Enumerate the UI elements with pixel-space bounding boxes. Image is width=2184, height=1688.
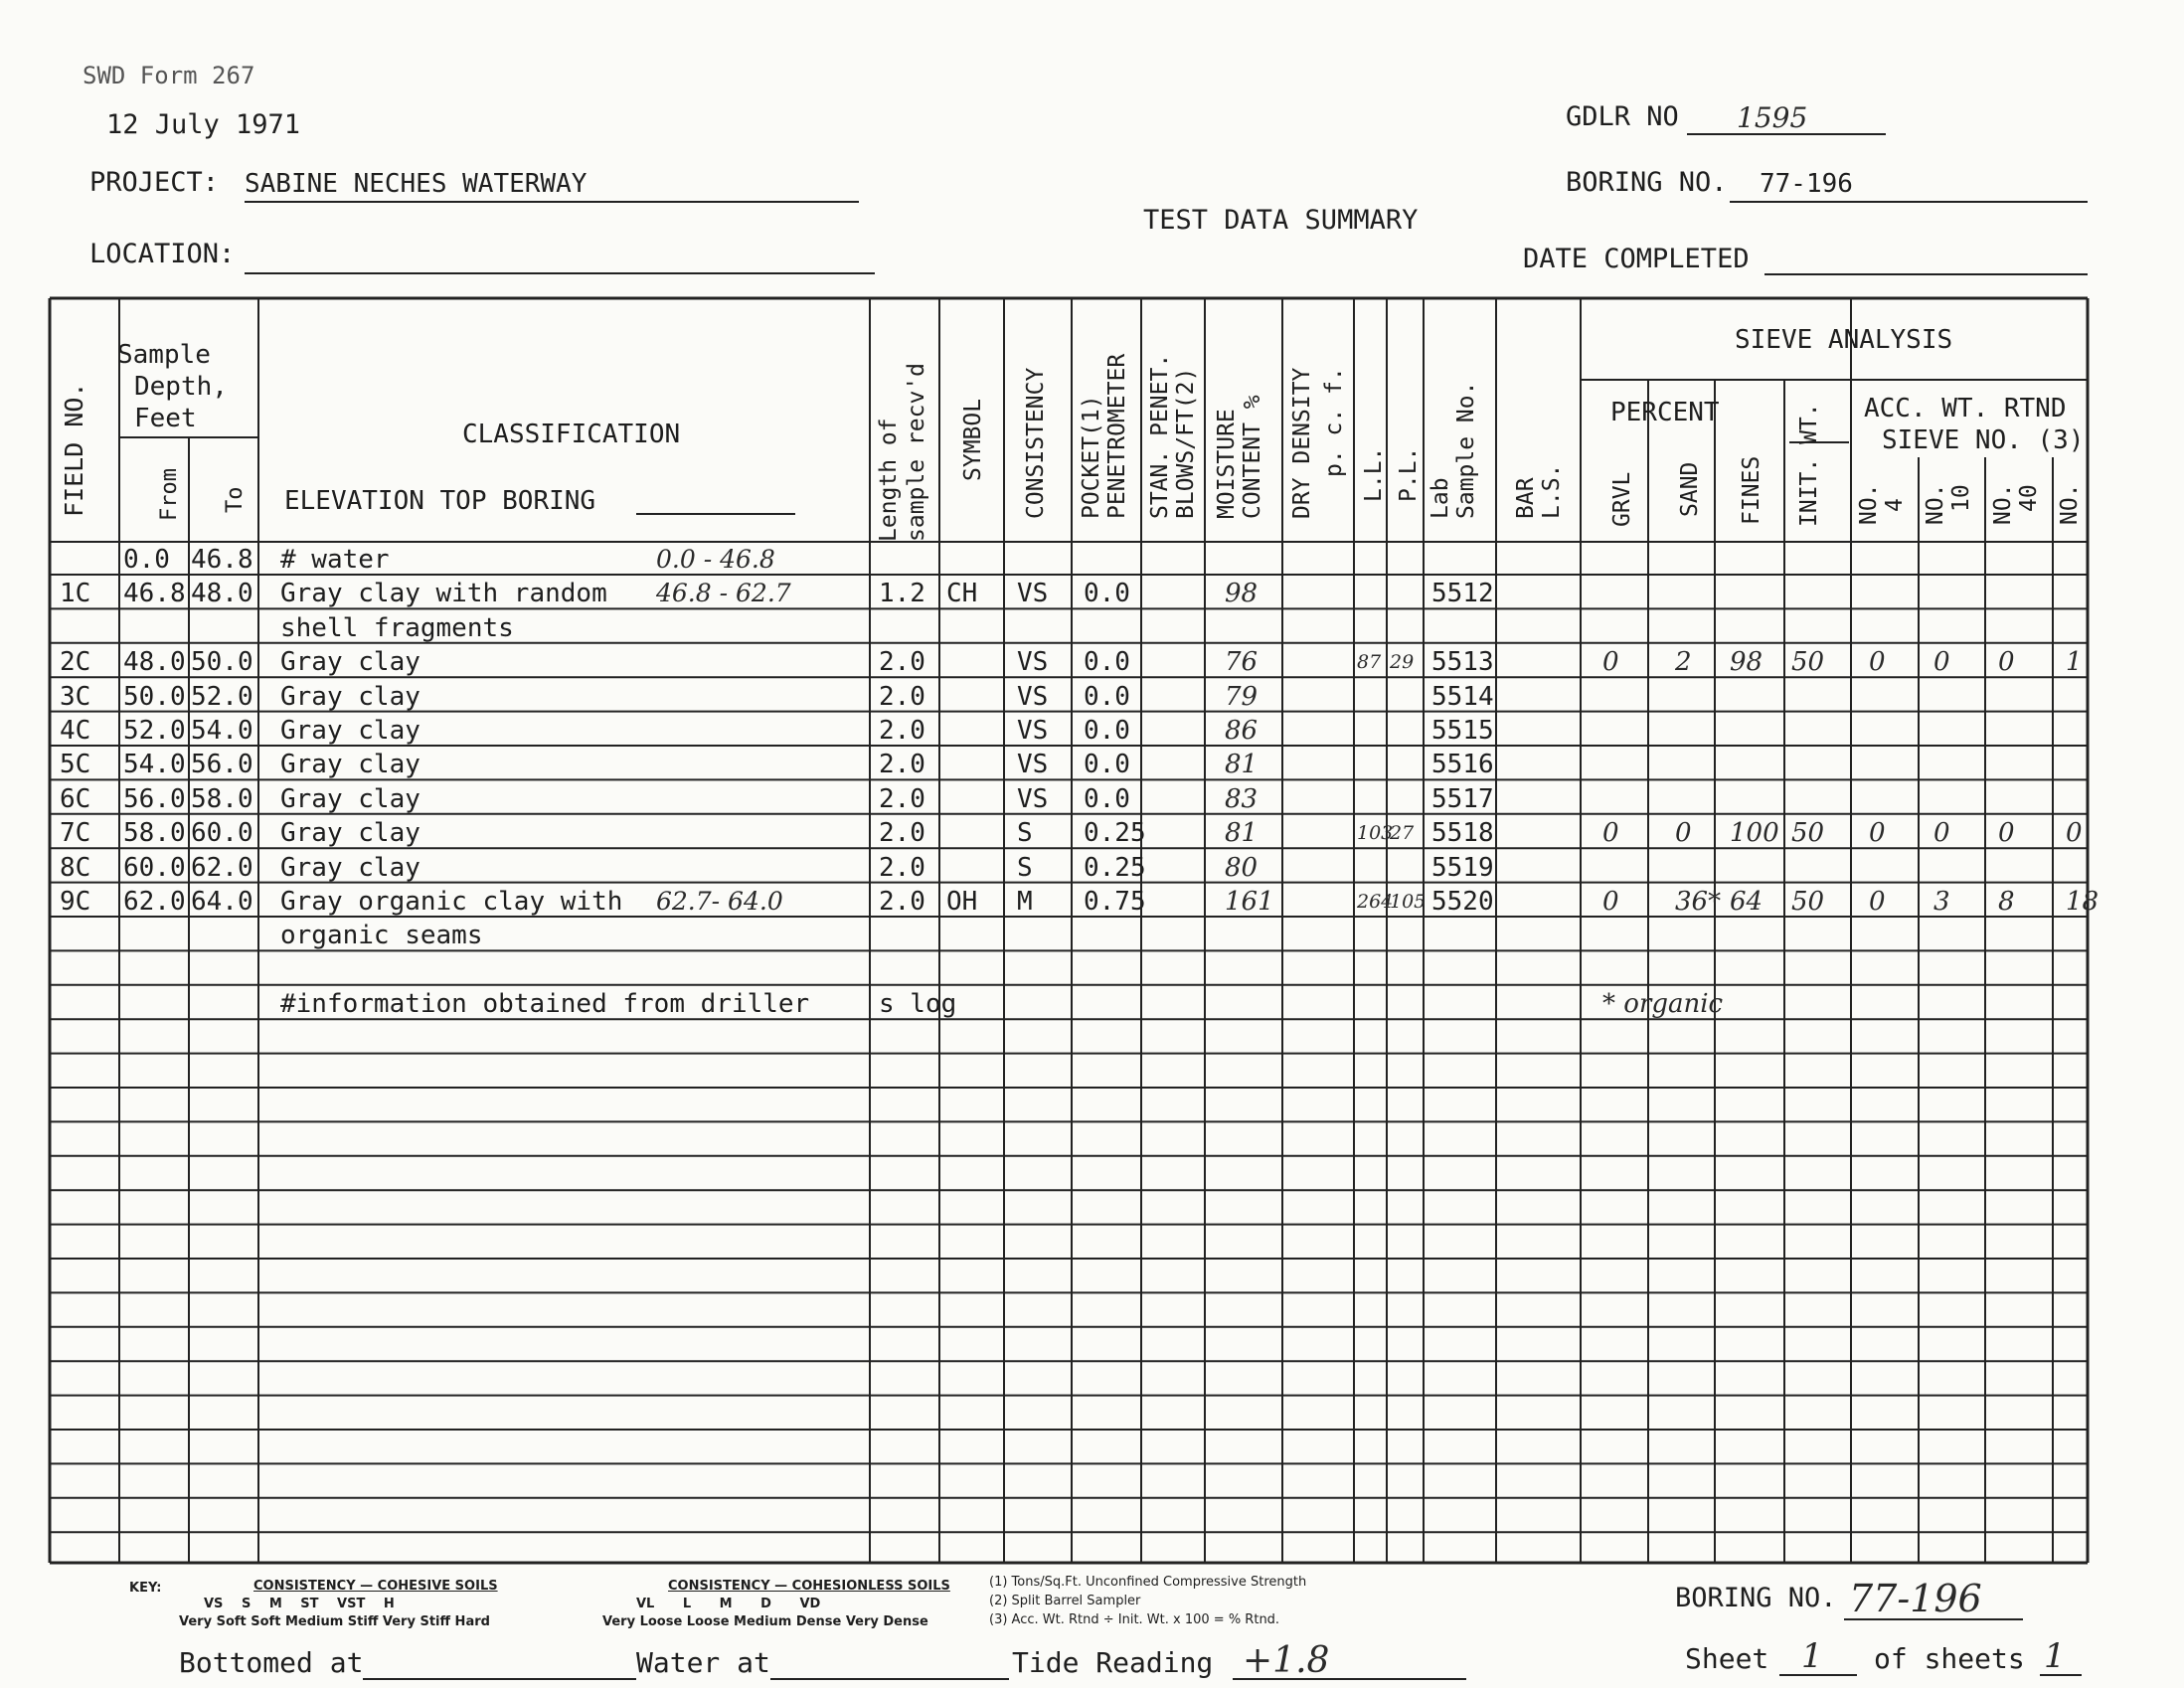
cell-from: 0.0: [123, 545, 170, 575]
cell-no40: 8: [1998, 887, 2015, 917]
footer-boring-label: BORING NO.: [1675, 1583, 1837, 1613]
col-ll: L.L.: [1361, 446, 1387, 502]
sheet-value: 1: [1801, 1636, 1823, 1676]
cell-field: 8C: [60, 852, 91, 883]
col-ls: L.S.: [1539, 463, 1565, 519]
col-no4-2: 4: [1882, 498, 1908, 512]
col-from: From: [157, 468, 182, 521]
cell-len: 2.0: [879, 852, 925, 883]
cell-grvl: 0: [1602, 647, 1619, 678]
cell-cons: M: [1017, 887, 1033, 917]
cell-len: 2.0: [879, 716, 925, 746]
col-fines: FINES: [1739, 455, 1764, 525]
cell-cls: Gray clay: [280, 681, 420, 712]
cell-init: 50: [1791, 818, 1825, 849]
cell-moist: 83: [1225, 783, 1259, 814]
cell-grvl: * organic: [1602, 989, 1724, 1020]
bottomed-field[interactable]: [363, 1646, 636, 1680]
col-length-1: Length of: [876, 418, 902, 542]
cell-pocket: 0.0: [1084, 750, 1130, 780]
sheet-field[interactable]: [1779, 1636, 1857, 1676]
cell-cls: shell fragments: [280, 612, 514, 643]
cell-pocket: 0.75: [1084, 887, 1146, 917]
cell-grvl: 0: [1602, 887, 1619, 917]
cell-cls: Gray clay: [280, 852, 420, 883]
cell-cons: S: [1017, 818, 1033, 849]
cell-lab: 5519: [1431, 852, 1494, 883]
cell-no40: 0: [1998, 818, 2015, 849]
cell-cons: VS: [1017, 681, 1049, 712]
cell-grvl: 0: [1602, 818, 1619, 849]
tide-value: +1.8: [1243, 1640, 1330, 1681]
cell-pocket: 0.25: [1084, 818, 1146, 849]
cell-no4: 0: [1869, 818, 1886, 849]
cell-pl: 105: [1390, 891, 1427, 913]
cell-lab: 5518: [1431, 818, 1494, 849]
col-classification: CLASSIFICATION: [462, 420, 681, 449]
cell-no4: 0: [1869, 647, 1886, 678]
gdlr-label: GDLR NO: [1566, 101, 1679, 132]
col-no10-2: 10: [1948, 484, 1974, 512]
cell-no200: 1: [2066, 647, 2083, 678]
cell-len: 2.0: [879, 818, 925, 849]
cohesive-title: CONSISTENCY — COHESIVE SOILS: [253, 1579, 498, 1594]
cell-sand: 36*: [1675, 887, 1722, 917]
cell-lab: 5517: [1431, 783, 1494, 814]
cell-cons: VS: [1017, 783, 1049, 814]
cell-cls: Gray clay: [280, 818, 420, 849]
col-lab-1: Lab: [1428, 477, 1453, 519]
cell-pl: 29: [1390, 651, 1415, 674]
cell-field: 3C: [60, 681, 91, 712]
cell-len: s log: [879, 989, 957, 1020]
cell-moist: 81: [1225, 818, 1259, 849]
cell-moist: 80: [1225, 852, 1259, 883]
project-value: SABINE NECHES WATERWAY: [245, 169, 588, 199]
cell-no200: 0: [2066, 818, 2083, 849]
col-no200: NO.: [2057, 483, 2083, 525]
form-label: SWD Form 267: [83, 62, 255, 89]
col-sand: SAND: [1677, 461, 1703, 517]
cell-sym: OH: [946, 887, 978, 917]
col-acc-wt: ACC. WT. RTND: [1864, 394, 2067, 423]
boring-value: 77-196: [1760, 169, 1853, 199]
cell-cls: Gray clay: [280, 750, 420, 780]
cell-len: 2.0: [879, 783, 925, 814]
cell-moist: 79: [1225, 681, 1259, 712]
col-consistency: CONSISTENCY: [1023, 367, 1049, 519]
page-title: TEST DATA SUMMARY: [1143, 205, 1419, 236]
cell-to: 62.0: [191, 852, 253, 883]
cell-from: 50.0: [123, 681, 186, 712]
tide-label: Tide Reading: [1012, 1646, 1214, 1679]
cell-no10: 3: [1933, 887, 1950, 917]
footer-boring-field[interactable]: [1844, 1579, 2023, 1620]
cell-no40: 0: [1998, 647, 2015, 678]
elevation-field[interactable]: [636, 487, 795, 515]
cell-lab: 5520: [1431, 887, 1494, 917]
cell-from: 46.8: [123, 579, 186, 609]
cell-ll: 103: [1357, 822, 1394, 845]
col-sieve-no: SIEVE NO. (3): [1882, 425, 2085, 455]
cell-cls: Gray organic clay with: [280, 887, 623, 917]
cell-field: 1C: [60, 579, 91, 609]
of-sheets-field[interactable]: [2040, 1636, 2082, 1676]
col-init-wt: INIT. WT.: [1796, 403, 1822, 527]
cell-to: 64.0: [191, 887, 253, 917]
col-length-2: sample recv'd: [904, 362, 929, 542]
col-sample-depth-3: Feet: [134, 404, 197, 433]
col-no10-1: NO.: [1923, 483, 1948, 525]
cell-len: 2.0: [879, 681, 925, 712]
cell-cls: Gray clay: [280, 716, 420, 746]
cohesive-words: Very Soft Soft Medium Stiff Very Stiff Hard: [179, 1614, 490, 1629]
col-sample-depth-1: Sample: [117, 340, 211, 370]
cell-lab: 5516: [1431, 750, 1494, 780]
col-lab-2: Sample No.: [1453, 381, 1479, 519]
cell-len: 2.0: [879, 647, 925, 678]
col-bar: BAR: [1513, 477, 1539, 519]
cell-field: 9C: [60, 887, 91, 917]
cell-to: 48.0: [191, 579, 253, 609]
col-percent: PERCENT: [1610, 398, 1720, 427]
col-sieve-analysis: SIEVE ANALYSIS: [1735, 325, 1953, 355]
col-dry-density-2: p. c. f.: [1321, 367, 1347, 477]
cohesionless-title: CONSISTENCY — COHESIONLESS SOILS: [668, 1579, 950, 1594]
cell-from: 60.0: [123, 852, 186, 883]
project-label: PROJECT:: [89, 167, 220, 198]
cohesionless-abbr: VL L M D VD: [636, 1597, 821, 1611]
cell-ll: 264: [1357, 891, 1394, 913]
cell-field: 5C: [60, 750, 91, 780]
cell-no10: 0: [1933, 647, 1950, 678]
cell-pocket: 0.0: [1084, 783, 1130, 814]
cell-pocket: 0.25: [1084, 852, 1146, 883]
cell-len: 2.0: [879, 750, 925, 780]
cell-to: 60.0: [191, 818, 253, 849]
cell-lab: 5512: [1431, 579, 1494, 609]
form-date: 12 July 1971: [106, 109, 301, 140]
cell-field: 6C: [60, 783, 91, 814]
col-pocket-2: PENETROMETER: [1104, 353, 1130, 519]
cell-field: 7C: [60, 818, 91, 849]
cell-sand: 0: [1675, 818, 1692, 849]
cell-pl: 27: [1390, 822, 1415, 845]
tide-field[interactable]: [1233, 1640, 1466, 1681]
cell-range: 46.8 - 62.7: [656, 579, 791, 608]
cell-from: 62.0: [123, 887, 186, 917]
cell-from: 48.0: [123, 647, 186, 678]
cell-fines: 64: [1730, 887, 1764, 917]
cell-range: 0.0 - 46.8: [656, 545, 775, 574]
cell-sym: CH: [946, 579, 978, 609]
note-2: (2) Split Barrel Sampler: [989, 1594, 1141, 1608]
cell-to: 46.8: [191, 545, 253, 575]
cell-moist: 98: [1225, 579, 1259, 609]
cell-init: 50: [1791, 647, 1825, 678]
cell-cons: VS: [1017, 647, 1049, 678]
cell-cons: VS: [1017, 750, 1049, 780]
cell-sand: 2: [1675, 647, 1692, 678]
cell-no4: 0: [1869, 887, 1886, 917]
col-stan-1: STAN. PENET.: [1147, 353, 1173, 519]
water-label: Water at: [636, 1646, 770, 1679]
cohesionless-words: Very Loose Loose Medium Dense Very Dense: [602, 1614, 928, 1629]
col-stan-2: BLOWS/FT(2): [1173, 367, 1199, 519]
col-moisture-2: CONTENT %: [1240, 395, 1265, 519]
cell-cls: organic seams: [280, 921, 483, 951]
col-elevation: ELEVATION TOP BORING: [284, 486, 596, 516]
cell-fines: 100: [1730, 818, 1779, 849]
cell-len: 1.2: [879, 579, 925, 609]
cell-init: 50: [1791, 887, 1825, 917]
col-to: To: [223, 486, 248, 513]
cell-cons: VS: [1017, 579, 1049, 609]
cell-to: 52.0: [191, 681, 253, 712]
col-symbol: SYMBOL: [960, 398, 986, 481]
cell-lab: 5513: [1431, 647, 1494, 678]
water-field[interactable]: [770, 1646, 1009, 1680]
cell-lab: 5515: [1431, 716, 1494, 746]
cell-from: 52.0: [123, 716, 186, 746]
col-pl: P.L.: [1396, 446, 1422, 502]
cohesive-abbr: VS S M ST VST H: [204, 1597, 395, 1611]
footer-boring-value: 77-196: [1849, 1577, 1982, 1620]
cell-moist: 86: [1225, 716, 1259, 746]
cell-to: 56.0: [191, 750, 253, 780]
cell-pocket: 0.0: [1084, 716, 1130, 746]
cell-to: 50.0: [191, 647, 253, 678]
note-1: (1) Tons/Sq.Ft. Unconfined Compressive Strength: [989, 1575, 1307, 1590]
cell-pocket: 0.0: [1084, 681, 1130, 712]
bottomed-label: Bottomed at: [179, 1646, 364, 1679]
cell-range: 62.7- 64.0: [656, 887, 783, 916]
cell-pocket: 0.0: [1084, 579, 1130, 609]
of-sheets-value: 1: [2044, 1636, 2066, 1676]
cell-from: 56.0: [123, 783, 186, 814]
cell-from: 58.0: [123, 818, 186, 849]
col-grvl: GRVL: [1609, 471, 1635, 527]
col-field-no: FIELD NO.: [60, 382, 88, 517]
cell-moist: 161: [1225, 887, 1274, 917]
col-dry-density-1: DRY DENSITY: [1289, 367, 1315, 519]
cell-to: 58.0: [191, 783, 253, 814]
col-no40-2: 40: [2016, 484, 2042, 512]
cell-pocket: 0.0: [1084, 647, 1130, 678]
cell-field: 2C: [60, 647, 91, 678]
cell-from: 54.0: [123, 750, 186, 780]
date-completed-label: DATE COMPLETED: [1523, 244, 1750, 274]
cell-cons: VS: [1017, 716, 1049, 746]
cell-cls: Gray clay: [280, 647, 420, 678]
cell-lab: 5514: [1431, 681, 1494, 712]
sheet-label: Sheet: [1685, 1642, 1769, 1675]
note-3: (3) Acc. Wt. Rtnd ÷ Init. Wt. x 100 = % Rtnd.: [989, 1612, 1280, 1627]
cell-no10: 0: [1933, 818, 1950, 849]
col-sample-depth-2: Depth,: [134, 372, 228, 402]
cell-field: 4C: [60, 716, 91, 746]
cell-cls: Gray clay with random: [280, 579, 607, 609]
col-no4-1: NO.: [1856, 483, 1882, 525]
col-moisture-1: MOISTURE: [1214, 409, 1240, 519]
col-no40-1: NO.: [1990, 483, 2016, 525]
cell-cls: Gray clay: [280, 783, 420, 814]
location-label: LOCATION:: [89, 239, 236, 269]
cell-moist: 76: [1225, 647, 1259, 678]
cell-to: 54.0: [191, 716, 253, 746]
col-pocket-1: POCKET(1): [1079, 395, 1104, 519]
key-label: KEY:: [129, 1581, 162, 1596]
cell-ll: 87: [1357, 651, 1382, 674]
cell-cls: #information obtained from driller: [280, 989, 810, 1020]
cell-fines: 98: [1730, 647, 1764, 678]
cell-len: 2.0: [879, 887, 925, 917]
cell-cons: S: [1017, 852, 1033, 883]
boring-label: BORING NO.: [1566, 167, 1728, 198]
cell-no200: 18: [2066, 887, 2100, 917]
cell-cls: # water: [280, 545, 390, 575]
cell-moist: 81: [1225, 750, 1259, 780]
gdlr-value: 1595: [1737, 101, 1808, 134]
of-sheets-label: of sheets: [1874, 1642, 2025, 1675]
